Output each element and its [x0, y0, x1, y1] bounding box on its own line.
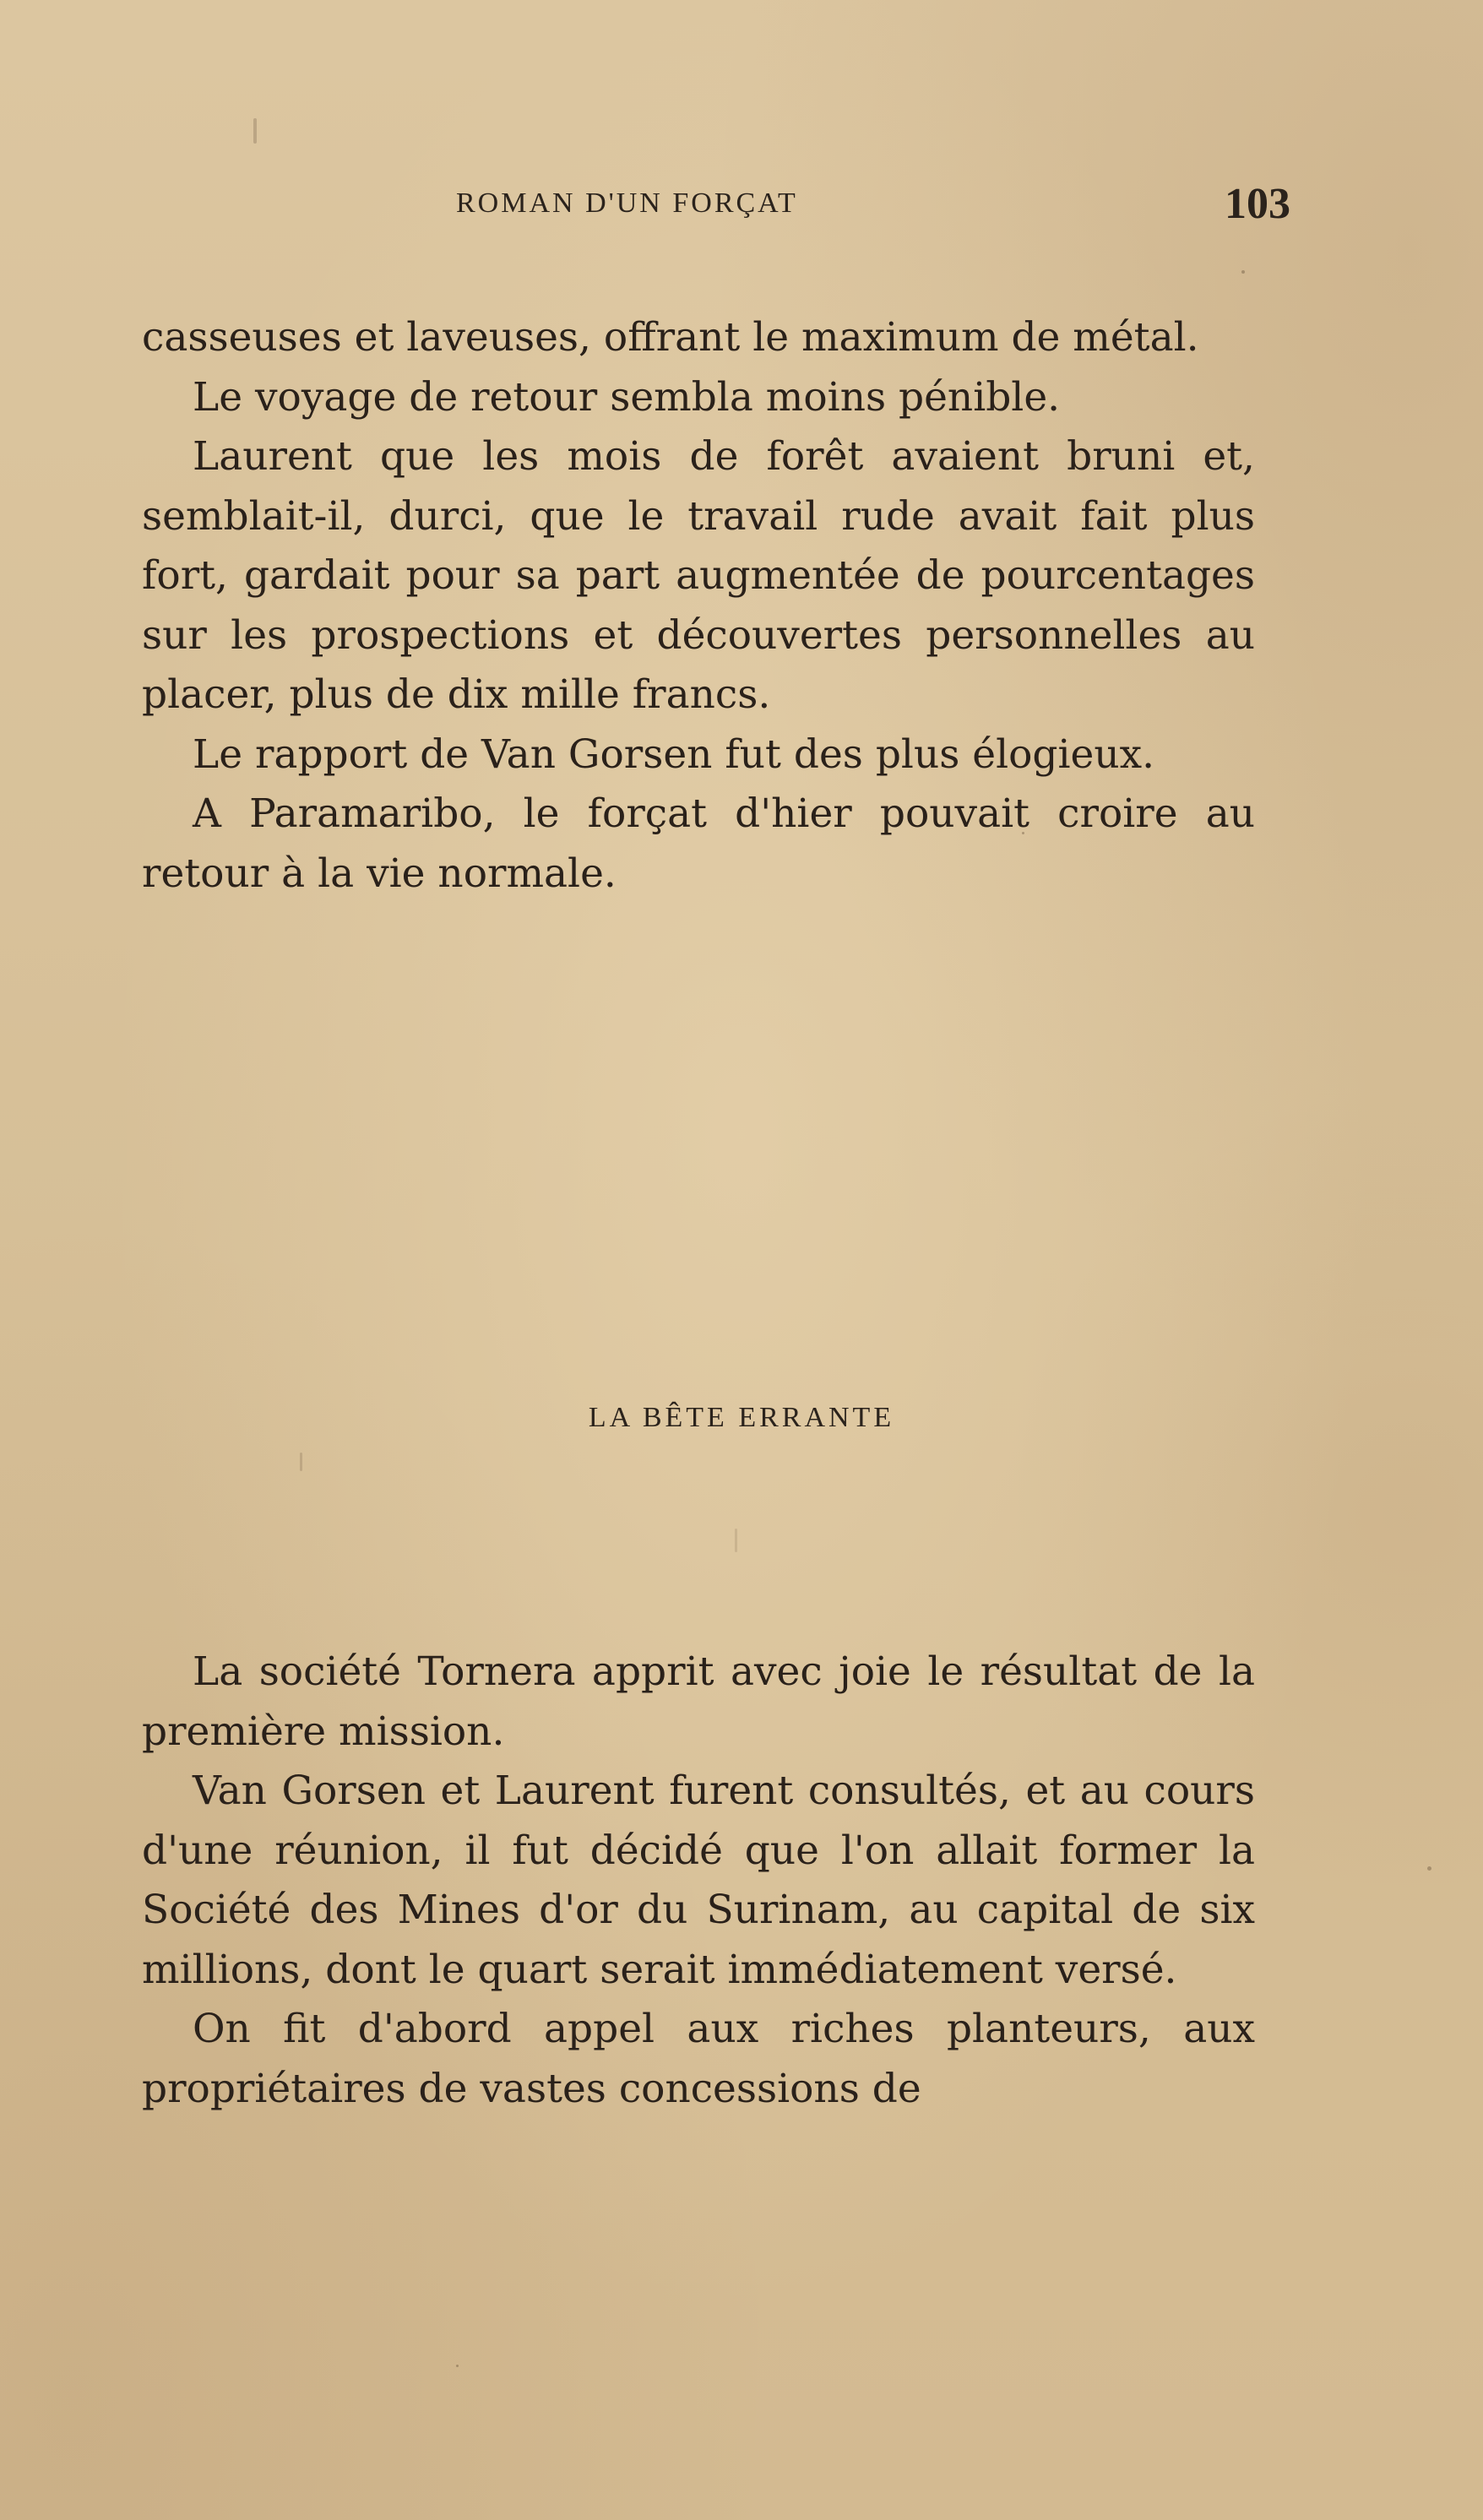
page-number: 103	[1225, 180, 1290, 228]
paragraph: Le voyage de retour sembla moins pénible.	[193, 373, 1061, 421]
paragraph: On fit d'abord appel aux riches planteurs, aux propriétaires de vastes concessions de	[142, 2006, 1255, 2112]
paragraph: La société Tornera apprit avec joie le résultat de la première mission.	[142, 1648, 1255, 1755]
paper-speck	[456, 2365, 459, 2367]
paper-speck	[253, 118, 257, 144]
paper-speck	[300, 1453, 302, 1471]
running-header: ROMAN D'UN FORÇAT	[456, 187, 798, 219]
text-section-two	[142, 1643, 1255, 2119]
paragraph: A Paramaribo, le forçat d'hier pouvait croire au retour à la vie normale.	[142, 790, 1255, 897]
paper-speck	[735, 1529, 737, 1552]
paper-speck	[1022, 832, 1024, 834]
paragraph-continuation: casseuses et laveuses, offrant le maximum de métal.	[142, 314, 1199, 361]
paper-speck	[1241, 270, 1245, 274]
paragraph: Laurent que les mois de forêt avaient bruni et, semblait-il, durci, que le travail rude avait fait plus fort, gardait pour sa part augmentée de pourcentages sur les prospections et découvertes personnelles au placer, plus de dix mille francs.	[142, 433, 1255, 718]
section-title: LA BÊTE ERRANTE	[588, 1402, 895, 1433]
text-section-one	[142, 308, 1255, 904]
paper-speck	[1427, 1866, 1431, 1871]
paragraph: Van Gorsen et Laurent furent consultés, et au cours d'une réunion, il fut décidé que l'on allait former la Société des Mines d'or du Surinam, au capital de six millions, dont le quart serait immédiatement versé.	[142, 1768, 1255, 1993]
paragraph: Le rapport de Van Gorsen fut des plus élogieux.	[193, 730, 1155, 778]
